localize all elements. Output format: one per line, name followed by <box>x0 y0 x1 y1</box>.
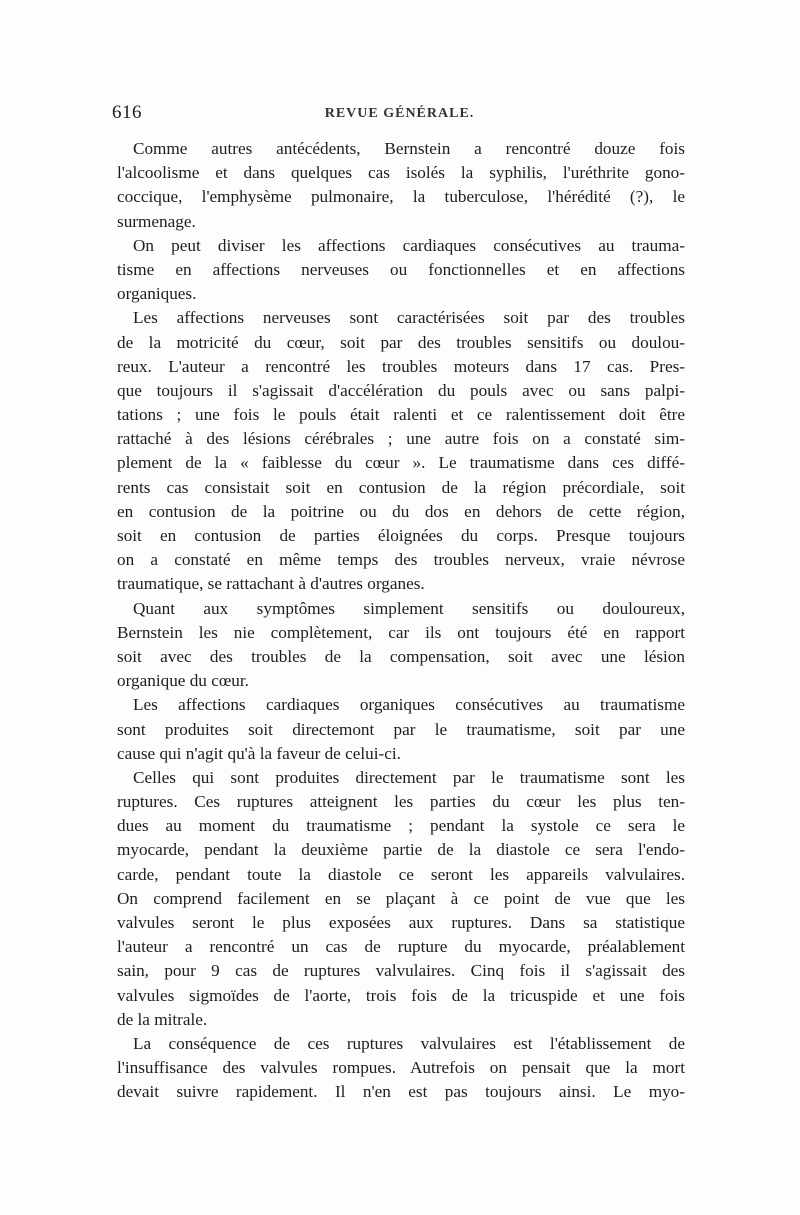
text-line: que toujours il s'agissait d'accélération du pouls avec ou sans palpi- <box>117 380 685 400</box>
text-line: devait suivre rapidement. Il n'en est pas toujours ainsi. Le myo- <box>117 1082 685 1102</box>
text-line: dues au moment du traumatisme ; pendant la systole ce sera le <box>117 816 685 836</box>
text-line: rattaché à des lésions cérébrales ; une autre fois on a constaté sim- <box>117 429 685 449</box>
text-line: carde, pendant toute la diastole ce seront les appareils valvulaires. <box>117 864 685 884</box>
text-line: valvules sigmoïdes de l'aorte, trois fois de la tricuspide et une fois <box>117 985 685 1005</box>
text-line: cause qui n'agit qu'à la faveur de celui-ci. <box>117 743 401 763</box>
text-line: en contusion de la poitrine ou du dos en dehors de cette région, <box>117 501 685 521</box>
text-line: tations ; une fois le pouls était ralenti et ce ralentissement doit être <box>117 405 685 425</box>
running-title: REVUE GÉNÉRALE. <box>324 106 475 121</box>
page-number: 616 <box>112 102 142 123</box>
text-line: sain, pour 9 cas de ruptures valvulaires. Cinq fois il s'agissait des <box>117 961 685 981</box>
text-line: Les affections cardiaques organiques consécutives au traumatisme <box>133 695 685 715</box>
text-line: soit en contusion de parties éloignées du corps. Presque toujours <box>117 526 685 545</box>
text-line: organiques. <box>117 284 197 304</box>
text-line: Quant aux symptômes simplement sensitifs ou douloureux, <box>133 598 685 618</box>
text-line: organique du cœur. <box>117 671 249 691</box>
text-line: l'auteur a rencontré un cas de rupture du myocarde, préalablement <box>117 937 685 957</box>
text-line: Les affections nerveuses sont caractérisées soit par des troubles <box>133 308 685 328</box>
text-line: valvules seront le plus exposées aux ruptures. Dans sa statistique <box>117 913 685 932</box>
text-line: Bernstein les nie complètement, car ils ont toujours été en rapport <box>117 622 685 642</box>
text-line: sont produites soit directemont par le traumatisme, soit par une <box>117 719 685 739</box>
text-line: plement de la « faiblesse du cœur ». Le traumatisme dans ces diffé- <box>117 453 685 473</box>
text-line: On comprend facilement en se plaçant à ce point de vue que les <box>117 888 685 908</box>
text-line: reux. L'auteur a rencontré les troubles moteurs dans 17 cas. Pres- <box>117 356 685 376</box>
text-line: on a constaté en même temps des troubles nerveux, vraie névrose <box>117 550 685 570</box>
text-line: de la mitrale. <box>117 1009 208 1029</box>
text-line: traumatique, se rattachant à d'autres organes. <box>117 574 425 594</box>
text-line: de la motricité du cœur, soit par des troubles sensitifs ou doulou- <box>117 332 685 352</box>
text-line: rents cas consistait soit en contusion de la région précordiale, soit <box>117 477 685 497</box>
page-header <box>112 102 687 128</box>
text-line: tisme en affections nerveuses ou fonctionnelles et en affections <box>117 259 685 279</box>
body-text <box>117 137 685 1105</box>
text-line: ruptures. Ces ruptures atteignent les parties du cœur les plus ten- <box>117 792 685 812</box>
text-line: coccique, l'emphysème pulmonaire, la tuberculose, l'hérédité (?), le <box>117 187 685 207</box>
text-line: Celles qui sont produites directement par le traumatisme sont les <box>133 767 685 787</box>
text-line: surmenage. <box>117 211 196 231</box>
text-line: l'alcoolisme et dans quelques cas isolés la syphilis, l'uréthrite gono- <box>117 163 685 183</box>
text-line: La conséquence de ces ruptures valvulaires est l'établissement de <box>133 1033 685 1053</box>
text-line: On peut diviser les affections cardiaques consécutives au trauma- <box>133 235 685 255</box>
text-line: soit avec des troubles de la compensation, soit avec une lésion <box>117 646 685 666</box>
text-line: Comme autres antécédents, Bernstein a rencontré douze fois <box>133 139 685 158</box>
text-line: l'insuffisance des valvules rompues. Autrefois on pensait que la mort <box>117 1058 685 1078</box>
text-line: myocarde, pendant la deuxième partie de la diastole ce sera l'endo- <box>117 840 685 860</box>
